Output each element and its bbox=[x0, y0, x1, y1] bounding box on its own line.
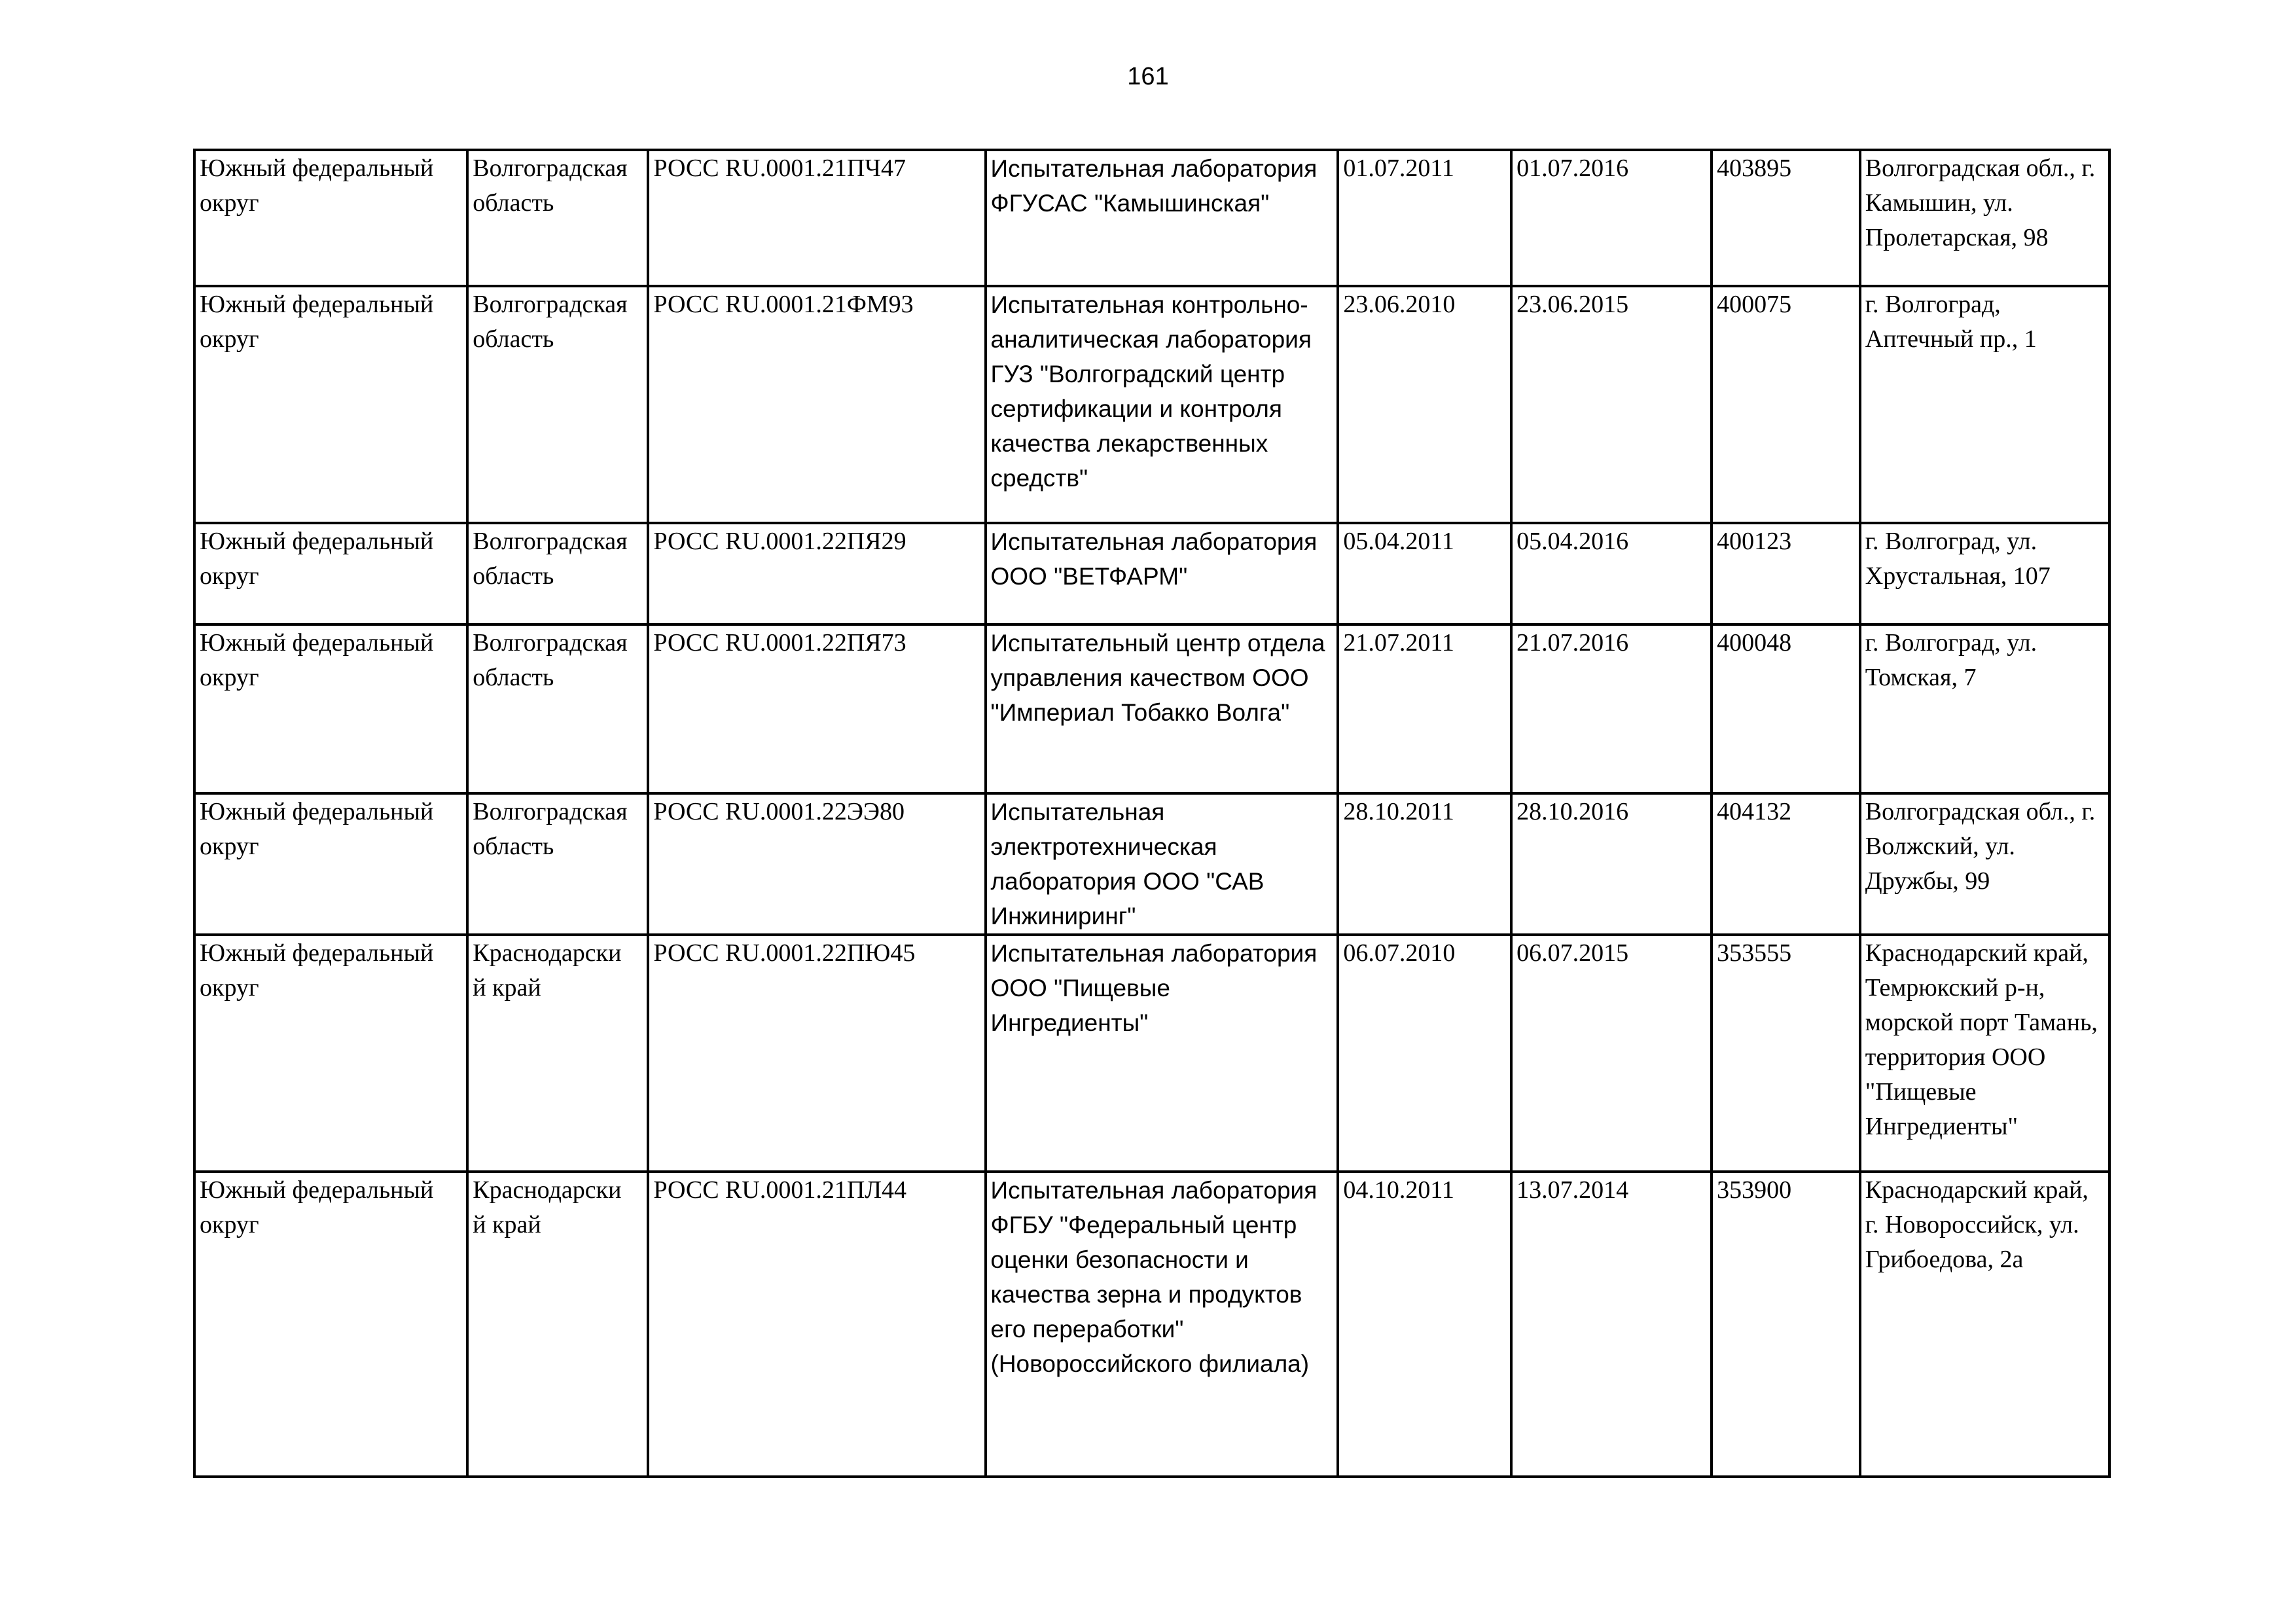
date-from-cell: 21.07.2011 bbox=[1338, 624, 1511, 793]
district-cell: Южный федеральный округ bbox=[194, 523, 467, 624]
certificate-cell: РОСС RU.0001.21ПЛ44 bbox=[648, 1172, 985, 1477]
lab-name-cell: Испытательная лаборатория ООО "Пищевые Ингредиенты" bbox=[986, 935, 1338, 1172]
page-number: 161 bbox=[1127, 63, 1169, 90]
date-from-cell: 05.04.2011 bbox=[1338, 523, 1511, 624]
postal-code-cell: 353555 bbox=[1712, 935, 1860, 1172]
table-row bbox=[194, 935, 2109, 1172]
subject-cell: Волгоградская область bbox=[467, 150, 648, 286]
postal-code-cell: 403895 bbox=[1712, 150, 1860, 286]
table-row bbox=[194, 1172, 2109, 1477]
date-to-cell: 13.07.2014 bbox=[1511, 1172, 1712, 1477]
laboratory-registry-table bbox=[193, 149, 2111, 1478]
lab-name-cell: Испытательная лаборатория ФГУСАС "Камышинская" bbox=[986, 150, 1338, 286]
certificate-cell: РОСС RU.0001.21ПЧ47 bbox=[648, 150, 985, 286]
district-cell: Южный федеральный округ bbox=[194, 286, 467, 523]
address-cell: Волгоградская обл., г. Волжский, ул. Дружбы, 99 bbox=[1860, 793, 2109, 935]
subject-cell: Краснодарски й край bbox=[467, 935, 648, 1172]
certificate-cell: РОСС RU.0001.22ЭЭ80 bbox=[648, 793, 985, 935]
lab-name-cell: Испытательная электротехническая лаборатория ООО "САВ Инжиниринг" bbox=[986, 793, 1338, 935]
district-cell: Южный федеральный округ bbox=[194, 1172, 467, 1477]
subject-cell: Волгоградская область bbox=[467, 793, 648, 935]
subject-cell: Волгоградская область bbox=[467, 523, 648, 624]
address-cell: г. Волгоград, ул. Томская, 7 bbox=[1860, 624, 2109, 793]
district-cell: Южный федеральный округ bbox=[194, 624, 467, 793]
address-cell: Краснодарский край, г. Новороссийск, ул. Грибоедова, 2а bbox=[1860, 1172, 2109, 1477]
address-cell: г. Волгоград, ул. Хрустальная, 107 bbox=[1860, 523, 2109, 624]
certificate-cell: РОСС RU.0001.22ПЮ45 bbox=[648, 935, 985, 1172]
table-row bbox=[194, 793, 2109, 935]
lab-name-cell: Испытательный центр отдела управления качеством ООО "Империал Тобакко Волга" bbox=[986, 624, 1338, 793]
certificate-cell: РОСС RU.0001.22ПЯ29 bbox=[648, 523, 985, 624]
date-to-cell: 23.06.2015 bbox=[1511, 286, 1712, 523]
address-cell: Краснодарский край, Темрюкский р-н, морской порт Тамань, территория ООО "Пищевые Ингредиенты" bbox=[1860, 935, 2109, 1172]
subject-cell: Краснодарски й край bbox=[467, 1172, 648, 1477]
certificate-cell: РОСС RU.0001.22ПЯ73 bbox=[648, 624, 985, 793]
postal-code-cell: 400123 bbox=[1712, 523, 1860, 624]
address-cell: Волгоградская обл., г. Камышин, ул. Пролетарская, 98 bbox=[1860, 150, 2109, 286]
table-row bbox=[194, 523, 2109, 624]
district-cell: Южный федеральный округ bbox=[194, 793, 467, 935]
date-from-cell: 04.10.2011 bbox=[1338, 1172, 1511, 1477]
lab-name-cell: Испытательная контрольно-аналитическая лаборатория ГУЗ "Волгоградский центр сертификации и контроля качества лекарственных средств" bbox=[986, 286, 1338, 523]
date-from-cell: 23.06.2010 bbox=[1338, 286, 1511, 523]
table-row bbox=[194, 150, 2109, 286]
certificate-cell: РОСС RU.0001.21ФМ93 bbox=[648, 286, 985, 523]
postal-code-cell: 404132 bbox=[1712, 793, 1860, 935]
date-to-cell: 28.10.2016 bbox=[1511, 793, 1712, 935]
postal-code-cell: 400075 bbox=[1712, 286, 1860, 523]
date-to-cell: 01.07.2016 bbox=[1511, 150, 1712, 286]
postal-code-cell: 353900 bbox=[1712, 1172, 1860, 1477]
subject-cell: Волгоградская область bbox=[467, 624, 648, 793]
table-row bbox=[194, 624, 2109, 793]
date-from-cell: 28.10.2011 bbox=[1338, 793, 1511, 935]
lab-name-cell: Испытательная лаборатория ФГБУ "Федеральный центр оценки безопасности и качества зерна и продуктов его переработки" (Новороссийского филиала) bbox=[986, 1172, 1338, 1477]
district-cell: Южный федеральный округ bbox=[194, 150, 467, 286]
table-row bbox=[194, 286, 2109, 523]
date-to-cell: 21.07.2016 bbox=[1511, 624, 1712, 793]
subject-cell: Волгоградская область bbox=[467, 286, 648, 523]
lab-name-cell: Испытательная лаборатория ООО "ВЕТФАРМ" bbox=[986, 523, 1338, 624]
date-to-cell: 05.04.2016 bbox=[1511, 523, 1712, 624]
district-cell: Южный федеральный округ bbox=[194, 935, 467, 1172]
date-to-cell: 06.07.2015 bbox=[1511, 935, 1712, 1172]
date-from-cell: 01.07.2011 bbox=[1338, 150, 1511, 286]
postal-code-cell: 400048 bbox=[1712, 624, 1860, 793]
date-from-cell: 06.07.2010 bbox=[1338, 935, 1511, 1172]
address-cell: г. Волгоград, Аптечный пр., 1 bbox=[1860, 286, 2109, 523]
